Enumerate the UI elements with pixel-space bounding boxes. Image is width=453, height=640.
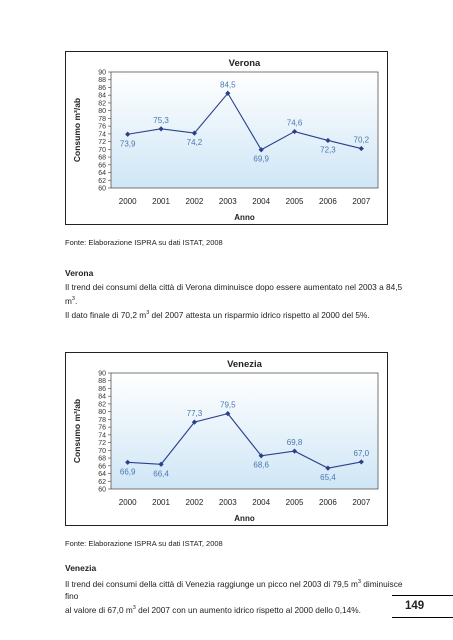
chart-title: Venezia xyxy=(227,359,262,370)
x-tick-label: 2002 xyxy=(185,498,204,507)
data-label: 73,9 xyxy=(119,139,136,149)
data-label: 66,4 xyxy=(153,469,169,479)
x-axis-label: Anno xyxy=(234,213,255,222)
y-tick-label: 76 xyxy=(98,424,106,432)
y-axis-label: Consumo m³/ab xyxy=(72,97,82,163)
x-tick-label: 2007 xyxy=(352,498,371,507)
x-axis-label: Anno xyxy=(234,514,255,523)
y-tick-label: 70 xyxy=(98,447,106,455)
page-number: 149 xyxy=(405,600,425,612)
y-tick-label: 78 xyxy=(98,416,106,424)
y-tick-label: 80 xyxy=(98,409,106,417)
y-tick-label: 68 xyxy=(98,455,106,463)
y-tick-label: 90 xyxy=(98,370,106,378)
y-tick-label: 82 xyxy=(98,401,106,409)
y-tick-label: 60 xyxy=(98,185,106,193)
source-note-verona: Fonte: Elaborazione ISPRA su dati ISTAT, 2008 xyxy=(65,238,223,247)
data-label: 68,6 xyxy=(253,460,269,470)
page-rule-bottom xyxy=(392,617,453,618)
source-note-venezia: Fonte: Elaborazione ISPRA su dati ISTAT, 2008 xyxy=(65,539,223,548)
y-tick-label: 90 xyxy=(98,69,106,77)
y-tick-label: 78 xyxy=(98,115,106,123)
plot-area xyxy=(111,373,378,489)
x-tick-label: 2007 xyxy=(352,197,371,206)
x-tick-label: 2000 xyxy=(118,197,137,206)
y-tick-label: 86 xyxy=(98,84,106,92)
y-tick-label: 80 xyxy=(98,108,106,116)
chart-verona xyxy=(65,51,388,225)
chart-title: Verona xyxy=(228,58,261,69)
section-heading-venezia: Venezia xyxy=(65,563,97,573)
x-tick-label: 2006 xyxy=(319,197,337,206)
y-tick-label: 74 xyxy=(98,131,106,139)
y-tick-label: 88 xyxy=(98,77,106,85)
chart-verona-svg xyxy=(66,52,387,224)
x-tick-label: 2000 xyxy=(118,498,137,507)
y-tick-label: 72 xyxy=(98,139,106,147)
page-rule-top xyxy=(392,595,453,596)
chart-venezia xyxy=(65,352,388,526)
y-tick-label: 66 xyxy=(98,162,106,170)
data-label: 69,8 xyxy=(286,438,303,448)
data-label: 74,6 xyxy=(286,118,303,128)
data-label: 65,4 xyxy=(320,473,336,483)
x-tick-label: 2005 xyxy=(285,498,304,507)
data-label: 66,9 xyxy=(119,467,136,477)
data-label: 70,2 xyxy=(353,135,370,145)
y-tick-label: 60 xyxy=(98,486,106,494)
y-tick-label: 62 xyxy=(98,478,106,486)
x-tick-label: 2003 xyxy=(218,498,237,507)
data-label: 67,0 xyxy=(353,448,370,458)
x-tick-label: 2002 xyxy=(185,197,204,206)
section-text-verona xyxy=(65,281,405,321)
x-tick-label: 2003 xyxy=(218,197,237,206)
y-tick-label: 64 xyxy=(98,170,106,178)
data-label: 72,3 xyxy=(320,145,336,155)
x-tick-label: 2004 xyxy=(252,498,271,507)
y-tick-label: 72 xyxy=(98,440,106,448)
y-tick-label: 62 xyxy=(98,177,106,185)
text-line: Il trend dei consumi della città di Verona diminuisce dopo essere aumentato nel 2003 a 84,5 $m^3$. xyxy=(65,282,403,306)
chart-venezia-svg xyxy=(66,353,387,525)
data-label: 77,3 xyxy=(186,409,203,419)
text-line: Il dato finale di 70,2 $m^3$ del 2007 attesta un risparmio idrico rispetto al 2000 del 5%. xyxy=(65,309,370,320)
y-tick-label: 74 xyxy=(98,432,106,440)
data-label: 69,9 xyxy=(253,154,269,164)
y-axis-label: Consumo m³/ab xyxy=(72,398,82,464)
data-label: 74,2 xyxy=(186,138,203,148)
text-line: al valore di 67,0 $m^3$ del 2007 con un aumento idrico rispetto al 2000 dello 0,14%. xyxy=(65,604,361,615)
text-line: Il trend dei consumi della città di Venezia raggiunge un picco nel 2003 di 79,5 $m^3$ diminuisce fino xyxy=(65,578,403,601)
y-tick-label: 66 xyxy=(98,463,106,471)
y-tick-label: 76 xyxy=(98,123,106,131)
y-tick-label: 84 xyxy=(98,393,106,401)
section-heading-verona: Verona xyxy=(65,268,94,278)
x-tick-label: 2006 xyxy=(319,498,337,507)
x-tick-label: 2004 xyxy=(252,197,271,206)
x-tick-label: 2001 xyxy=(152,498,170,507)
data-label: 75,3 xyxy=(153,115,169,125)
y-tick-label: 64 xyxy=(98,471,106,479)
y-tick-label: 82 xyxy=(98,100,106,108)
y-tick-label: 84 xyxy=(98,92,106,100)
data-label: 79,5 xyxy=(220,400,236,410)
y-tick-label: 88 xyxy=(98,378,106,386)
y-tick-label: 70 xyxy=(98,146,106,154)
data-label: 84,5 xyxy=(220,80,236,90)
x-tick-label: 2005 xyxy=(285,197,304,206)
section-text-venezia xyxy=(65,576,405,616)
x-tick-label: 2001 xyxy=(152,197,170,206)
y-tick-label: 68 xyxy=(98,154,106,162)
y-tick-label: 86 xyxy=(98,385,106,393)
